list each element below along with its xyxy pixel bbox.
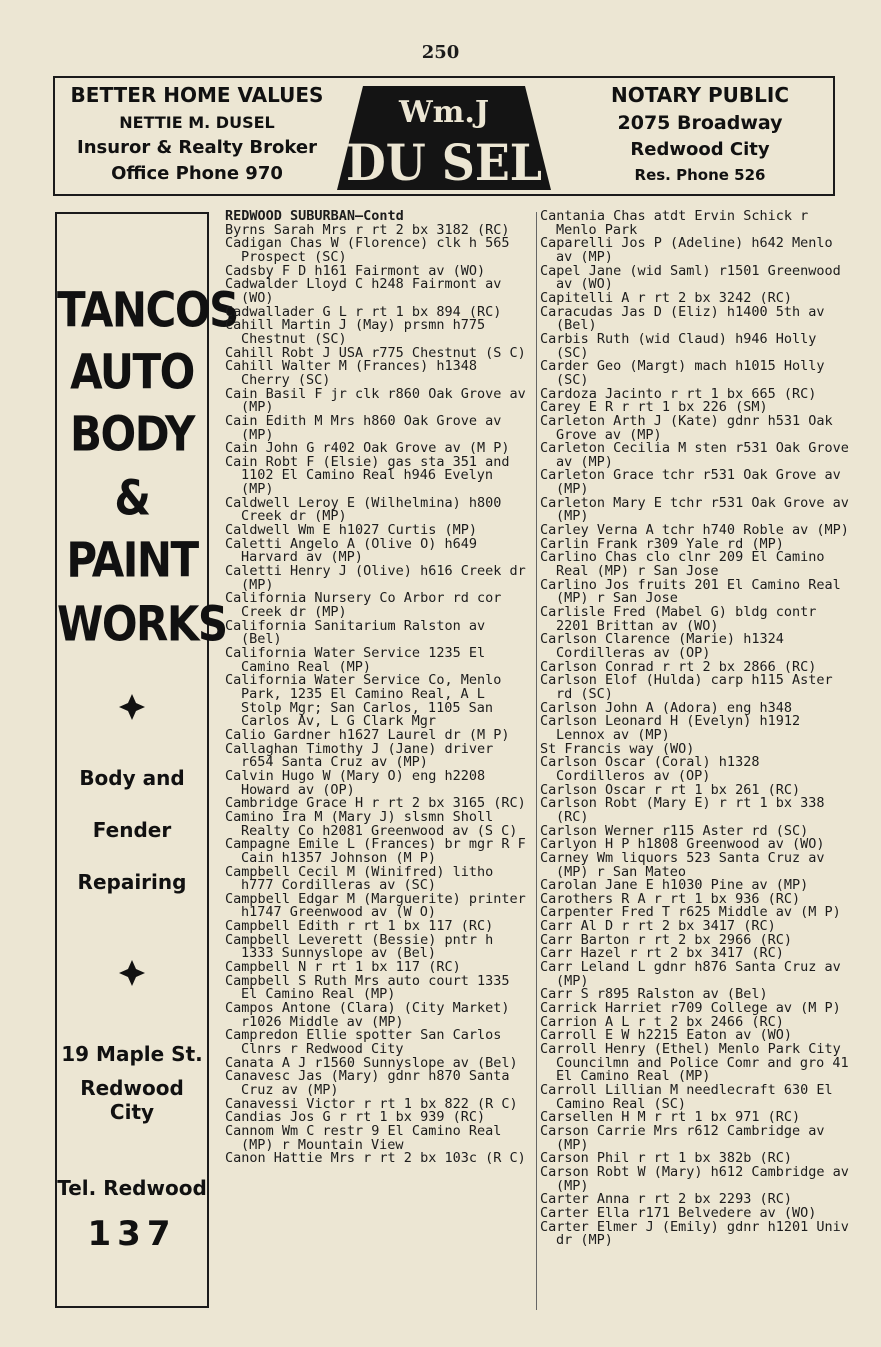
directory-entry: Carr Barton r rt 2 bx 2966 (RC) — [540, 931, 792, 948]
directory-entry: Caldwell Wm E h1027 Curtis (MP) — [225, 522, 477, 539]
page-number: 250 — [421, 42, 460, 63]
directory-entry: Carter Anna r rt 2 bx 2293 (RC) — [540, 1191, 792, 1208]
directory-entry: Canon Hattie Mrs r rt 2 bx 103c (R C) — [225, 1150, 526, 1167]
directory-entry: Cain John G r402 Oak Grove av (M P) — [225, 440, 510, 457]
directory-entry: Carlson Leonard H (Evelyn) h1912 Lennox av (MP) — [540, 713, 801, 743]
side-ad-tel-label: Tel. Redwood — [57, 1176, 207, 1200]
directory-entry: Carlson Clarence (Marie) h1324 Cordilleras av (OP) — [540, 631, 784, 661]
side-ad-title-line: AUTO — [70, 343, 194, 400]
directory-entry: St Francis way (WO) — [540, 740, 695, 757]
directory-column-right — [540, 210, 850, 1248]
directory-entry: Carlson Werner r115 Aster rd (SC) — [540, 822, 809, 839]
side-ad-title-line: BODY — [70, 405, 194, 462]
directory-entry: Carroll Henry (Ethel) Menlo Park City Councilmn and Police Comr and gro 41 El Camino Real (MP) — [540, 1041, 849, 1085]
directory-entry: Carlson Oscar r rt 1 bx 261 (RC) — [540, 781, 801, 798]
side-ad-service-line: Fender — [92, 818, 172, 842]
directory-entry: Carlson Conrad r rt 2 bx 2866 (RC) — [540, 658, 817, 675]
ad-right-line: 2075 Broadway — [617, 112, 783, 134]
directory-entry: Carsellen H M r rt 1 bx 971 (RC) — [540, 1109, 801, 1126]
top-advertisement — [53, 76, 835, 196]
side-ad-title-line: TANCOS — [57, 281, 238, 338]
directory-entry: Carrick Harriet r709 College av (M P) — [540, 1000, 841, 1017]
section-header: REDWOOD SUBURBAN—Contd — [225, 208, 404, 224]
directory-entry: Carey E R r rt 1 bx 226 (SM) — [540, 399, 768, 416]
ad-left-line: NETTIE M. DUSEL — [119, 113, 275, 132]
ad-right-line: Res. Phone 526 — [634, 166, 766, 184]
directory-entry: Canata A J r1560 Sunnyslope av (Bel) — [225, 1054, 518, 1071]
directory-entry: Cahill Robt J USA r775 Chestnut (S C) — [225, 344, 526, 361]
directory-entry: Carleton Arth J (Kate) gdnr h531 Oak Grove av (MP) — [540, 412, 833, 443]
directory-entry: Carroll Lillian M needlecraft 630 El Camino Real (SC) — [540, 1082, 833, 1112]
directory-entry: Cadwalder Lloyd C h248 Fairmont av (WO) — [225, 276, 502, 306]
side-ad-service-line: Repairing — [77, 870, 187, 894]
ad-left-line: Insuror & Realty Broker — [77, 137, 317, 158]
directory-entry: Carter Ella r171 Belvedere av (WO) — [540, 1204, 817, 1221]
directory-entry: Cambridge Grace H r rt 2 bx 3165 (RC) — [225, 795, 526, 812]
side-advertisement — [55, 212, 238, 1308]
directory-entry: Carpenter Fred T r625 Middle av (M P) — [540, 904, 841, 921]
dusel-logo — [333, 84, 555, 192]
directory-entry: Carroll E W h2215 Eaton av (WO) — [540, 1027, 792, 1044]
directory-entry: Caracudas Jas D (Eliz) h1400 5th av (Bel) — [540, 303, 825, 334]
directory-entry: Campos Antone (Clara) (City Market) r1026 Middle av (MP) — [225, 1000, 510, 1030]
directory-entry: Caldwell Leroy E (Wilhelmina) h800 Creek dr (MP) — [225, 494, 502, 525]
directory-entry: Canavessi Victor r rt 1 bx 822 (R C) — [225, 1095, 518, 1112]
directory-entry: Carlino Jos fruits 201 El Camino Real (MP) r San Jose — [540, 576, 841, 607]
directory-entry: Carson Phil r rt 1 bx 382b (RC) — [540, 1150, 792, 1167]
directory-entry: Carlisle Fred (Mabel G) bldg contr 2201 Brittan av (WO) — [540, 604, 817, 634]
directory-entry: Campbell Cecil M (Winifred) litho h777 Cordilleras av (SC) — [225, 863, 494, 894]
directory-entry: Campredon Ellie spotter San Carlos Clnrs r Redwood City — [225, 1027, 502, 1058]
directory-entry: Byrns Sarah Mrs r rt 2 bx 3182 (RC) — [225, 221, 510, 238]
directory-entry: Camino Ira M (Mary J) slsmn Sholl Realty Co h2081 Greenwood av (S C) — [225, 808, 518, 839]
directory-entry: Carr Hazel r rt 2 bx 3417 (RC) — [540, 945, 784, 962]
directory-entry: Carleton Grace tchr r531 Oak Grove av (MP) — [540, 467, 841, 498]
directory-entry: Campbell Edgar M (Marguerite) printer h1747 Greenwood av (W O) — [225, 890, 526, 921]
directory-entry: Carney Wm liquors 523 Santa Cruz av (MP) r San Mateo — [540, 849, 825, 880]
directory-entry: Carlino Chas clo clnr 209 El Camino Real (MP) r San Jose — [540, 549, 825, 580]
directory-entry: Carr Al D r rt 2 bx 3417 (RC) — [540, 918, 776, 935]
directory-entry: Cadsby F D h161 Fairmont av (WO) — [225, 262, 486, 279]
directory-entry: California Water Service Co, Menlo Park, 1235 El Camino Real, A L Stolp Mgr; San Carlos, 1105 San Carlos Av, L G Clark Mgr — [225, 672, 502, 730]
directory-entry: Cannom Wm C restr 9 El Camino Real (MP) r Mountain View — [225, 1122, 502, 1153]
directory-entry: Carr Leland L gdnr h876 Santa Cruz av (MP) — [540, 959, 841, 989]
directory-entry: Cantania Chas atdt Ervin Schick r Menlo Park — [540, 208, 809, 238]
ad-right-block — [575, 82, 825, 184]
directory-entry: Caletti Henry J (Olive) h616 Creek dr (MP) — [225, 563, 526, 593]
ad-left-block — [63, 82, 331, 184]
logo-bottom-text: DU SEL — [346, 133, 542, 192]
diamond-ornament-icon — [117, 958, 147, 988]
directory-entry: Carleton Mary E tchr r531 Oak Grove av (MP) — [540, 494, 849, 525]
side-ad-address-line: 19 Maple St. — [61, 1042, 203, 1066]
directory-entry: Cardoza Jacinto r rt 1 bx 665 (RC) — [540, 385, 817, 402]
directory-entry: Carlson Robt (Mary E) r rt 1 bx 338 (RC) — [540, 795, 825, 825]
directory-column-left — [225, 210, 530, 1166]
logo-top-text: Wm.J — [398, 95, 490, 130]
directory-entry: Callaghan Timothy J (Jane) driver r654 Santa Cruz av (MP) — [225, 740, 494, 771]
directory-entry: Carbis Ruth (wid Claud) h946 Holly (SC) — [540, 330, 817, 361]
directory-entry: Carson Carrie Mrs r612 Cambridge av (MP) — [540, 1122, 825, 1153]
ad-right-line: NOTARY PUBLIC — [610, 83, 790, 107]
directory-entry: Canavesc Jas (Mary) gdnr h870 Santa Cruz av (MP) — [225, 1068, 510, 1098]
column-divider — [536, 212, 537, 1310]
directory-entry: Carder Geo (Margt) mach h1015 Holly (SC) — [540, 358, 825, 388]
directory-entry: Cain Edith M Mrs h860 Oak Grove av (MP) — [225, 412, 502, 443]
directory-entry: Candias Jos G r rt 1 bx 939 (RC) — [225, 1109, 486, 1126]
directory-entry: Carleton Cecilia M sten r531 Oak Grove av (MP) — [540, 440, 849, 470]
directory-entry: Capitelli A r rt 2 bx 3242 (RC) — [540, 289, 792, 306]
directory-entry: Carlson Oscar (Coral) h1328 Cordilleros av (OP) — [540, 754, 760, 784]
diamond-ornament-icon — [117, 692, 147, 722]
directory-entry: Carothers R A r rt 1 bx 936 (RC) — [540, 890, 801, 907]
directory-entry: Carter Elmer J (Emily) gdnr h1201 Univ dr (MP) — [540, 1218, 849, 1249]
directory-entry: Carley Verna A tchr h740 Roble av (MP) — [540, 522, 849, 539]
directory-entry: Campbell Leverett (Bessie) pntr h 1333 Sunnyslope av (Bel) — [225, 931, 494, 962]
directory-entry: Carolan Jane E h1030 Pine av (MP) — [540, 877, 809, 894]
directory-entry: Caparelli Jos P (Adeline) h642 Menlo av (MP) — [540, 235, 833, 265]
directory-entry: Campbell Edith r rt 1 bx 117 (RC) — [225, 918, 494, 935]
directory-entry: Carlyon H P h1808 Greenwood av (WO) — [540, 836, 825, 853]
directory-entry: Campagne Emile L (Frances) br mgr R F Cain h1357 Johnson (M P) — [225, 836, 526, 866]
directory-entry: Campbell S Ruth Mrs auto court 1335 El Camino Real (MP) — [225, 972, 510, 1003]
directory-entry: Carson Robt W (Mary) h612 Cambridge av (MP) — [540, 1163, 849, 1194]
side-ad-title-line: & — [114, 469, 150, 526]
directory-entry: Carrion A L r t 2 bx 2466 (RC) — [540, 1013, 784, 1030]
directory-entry: Calvin Hugo W (Mary O) eng h2208 Howard av (OP) — [225, 767, 486, 798]
directory-entry: Cadwallader G L r rt 1 bx 894 (RC) — [225, 303, 502, 320]
directory-entry: California Sanitarium Ralston av (Bel) — [225, 617, 486, 648]
ad-left-line: Office Phone 970 — [111, 163, 283, 184]
ad-left-line: BETTER HOME VALUES — [70, 83, 324, 107]
side-ad-title-line: PAINT — [66, 531, 198, 588]
directory-entry: California Water Service 1235 El Camino Real (MP) — [225, 645, 486, 675]
directory-entry: Carr S r895 Ralston av (Bel) — [540, 986, 768, 1003]
directory-entry: Cain Robt F (Elsie) gas sta 351 and 1102 El Camino Real h946 Evelyn (MP) — [225, 453, 510, 498]
side-ad-service-line: Body and — [79, 766, 185, 790]
side-ad-address-line: Redwood City — [80, 1076, 184, 1124]
directory-entry: Campbell N r rt 1 bx 117 (RC) — [225, 959, 461, 976]
directory-entry: Cain Basil F jr clk r860 Oak Grove av (MP) — [225, 385, 526, 416]
side-ad-tel-number: 137 — [87, 1214, 177, 1254]
directory-entry: California Nursery Co Arbor rd cor Creek dr (MP) — [225, 590, 502, 621]
directory-entry: Caletti Angelo A (Olive O) h649 Harvard av (MP) — [225, 535, 477, 566]
directory-entry: Capel Jane (wid Saml) r1501 Greenwood av (WO) — [540, 262, 841, 293]
directory-entry: Cahill Martin J (May) prsmn h775 Chestnut (SC) — [225, 317, 486, 347]
side-ad-title-line: WORKS — [57, 595, 227, 652]
directory-entry: Carlson Elof (Hulda) carp h115 Aster rd (SC) — [540, 672, 833, 702]
directory-entry: Calio Gardner h1627 Laurel dr (M P) — [225, 726, 510, 743]
ad-right-line: Redwood City — [630, 139, 770, 160]
directory-entry: Carlin Frank r309 Yale rd (MP) — [540, 535, 784, 552]
directory-entry: Carlson John A (Adora) eng h348 — [540, 699, 792, 716]
directory-entry: Cahill Walter M (Frances) h1348 Cherry (SC) — [225, 358, 477, 388]
directory-entry: Cadigan Chas W (Florence) clk h 565 Prospect (SC) — [225, 235, 510, 265]
